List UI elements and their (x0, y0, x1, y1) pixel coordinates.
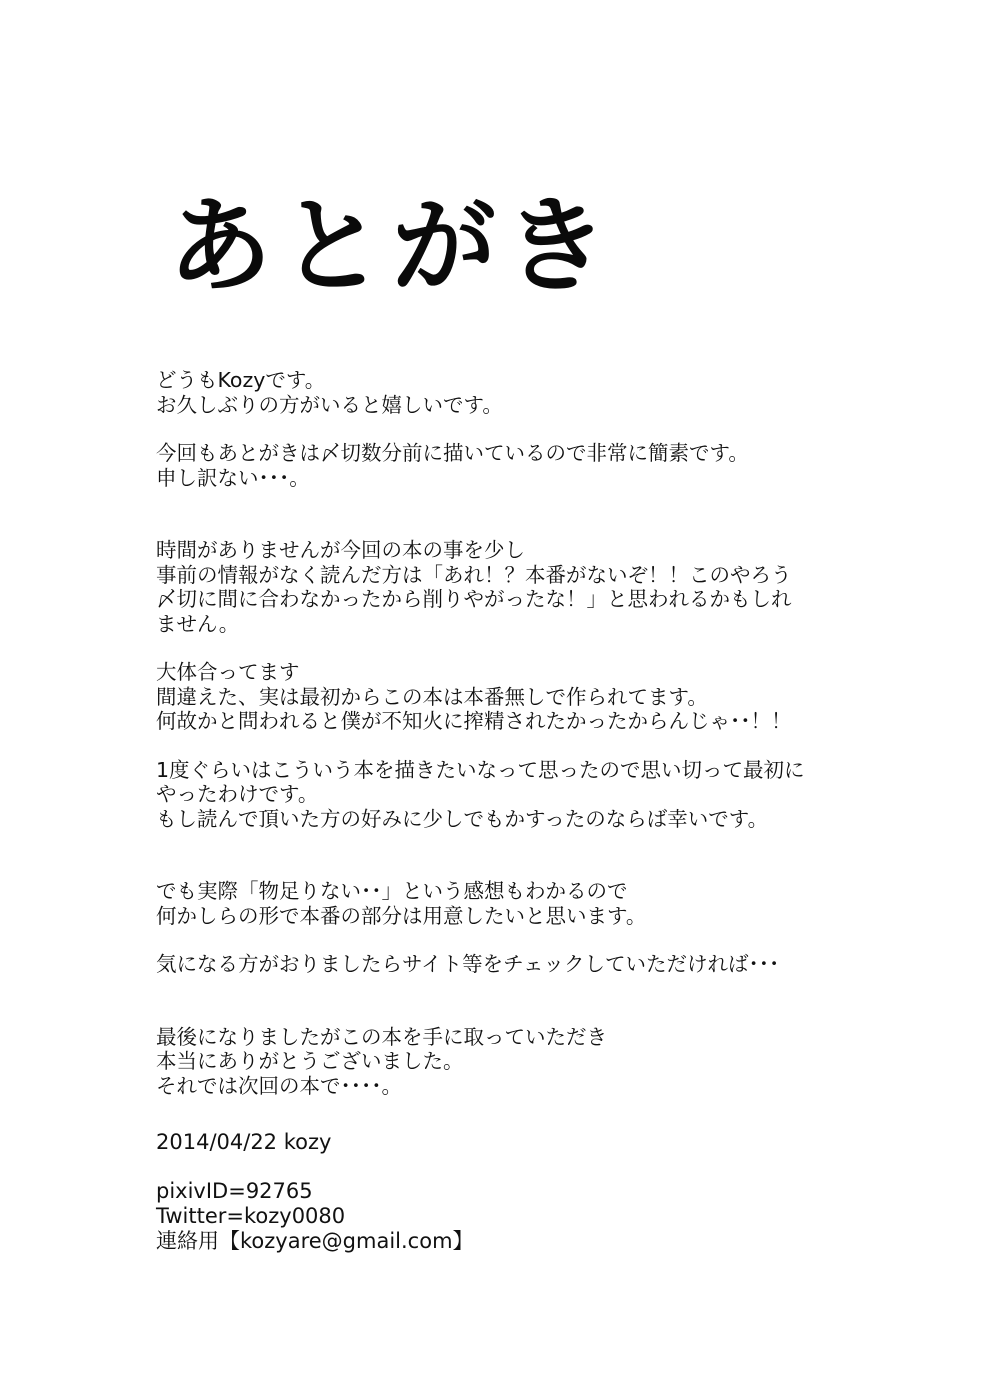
text-line: 何かしらの形で本番の部分は用意したいと思います。 (156, 903, 647, 928)
text-line: 間違えた、実は最初からこの本は本番無しで作られてます。 (156, 684, 708, 709)
author-footer (156, 1130, 756, 1254)
text-line: もし読んで頂いた方の好みに少しでもかすったのならば幸いです。 (156, 806, 769, 831)
paragraph-thanks (156, 1025, 956, 1099)
text-line: それでは次回の本で････。 (156, 1073, 402, 1098)
text-line: 今回もあとがきは〆切数分前に描いているので非常に簡素です。 (156, 441, 749, 465)
twitter-handle: Twitter=kozy0080 (156, 1204, 346, 1228)
text-line: 申し訳ない･･･。 (156, 465, 310, 490)
page-title: あとがき (168, 185, 617, 307)
paragraph-site (156, 952, 956, 977)
text-line: でも実際「物足りない･･」という感想もわかるので (156, 879, 628, 903)
date-signature: 2014/04/22 kozy (156, 1130, 332, 1154)
text-line: やったわけです。 (156, 782, 319, 806)
contact-email: 連絡用【kozyare@gmail.com】 (156, 1229, 474, 1253)
text-line: 気になる方がおりましたらサイト等をチェックしていただければ･･･ (156, 952, 780, 976)
paragraph-about-book (156, 538, 956, 636)
text-line: 1度ぐらいはこういう本を描きたいなって思ったので思い切って最初に (156, 757, 805, 782)
afterword-body (156, 368, 956, 1098)
text-line: 〆切に間に合わなかったから削りやがったな！」と思われるかもしれ (156, 587, 792, 611)
text-line: 最後になりましたがこの本を手に取っていただき (156, 1024, 607, 1049)
paragraph-intent (156, 758, 956, 832)
paragraph-correct (156, 660, 956, 734)
paragraph-future (156, 879, 956, 928)
text-line: 大体合ってます (156, 660, 300, 684)
text-line: 本当にありがとうございました。 (156, 1049, 464, 1073)
text-line: 何故かと問われると僕が不知火に搾精されたかったからんじゃ･･！！ (156, 709, 792, 733)
text-line: 事前の情報がなく読んだ方は「あれ！？本番がないぞ！！このやろう (156, 562, 792, 587)
text-line: 時間がありませんが今回の本の事を少し (156, 538, 525, 562)
paragraph-greeting (156, 368, 956, 417)
paragraph-deadline (156, 441, 956, 490)
pixiv-id: pixivID=92765 (156, 1179, 313, 1203)
text-line: どうもKozyです。 (156, 368, 326, 392)
text-line: ません。 (156, 611, 240, 636)
text-line: お久しぶりの方がいると嬉しいです。 (156, 392, 503, 417)
